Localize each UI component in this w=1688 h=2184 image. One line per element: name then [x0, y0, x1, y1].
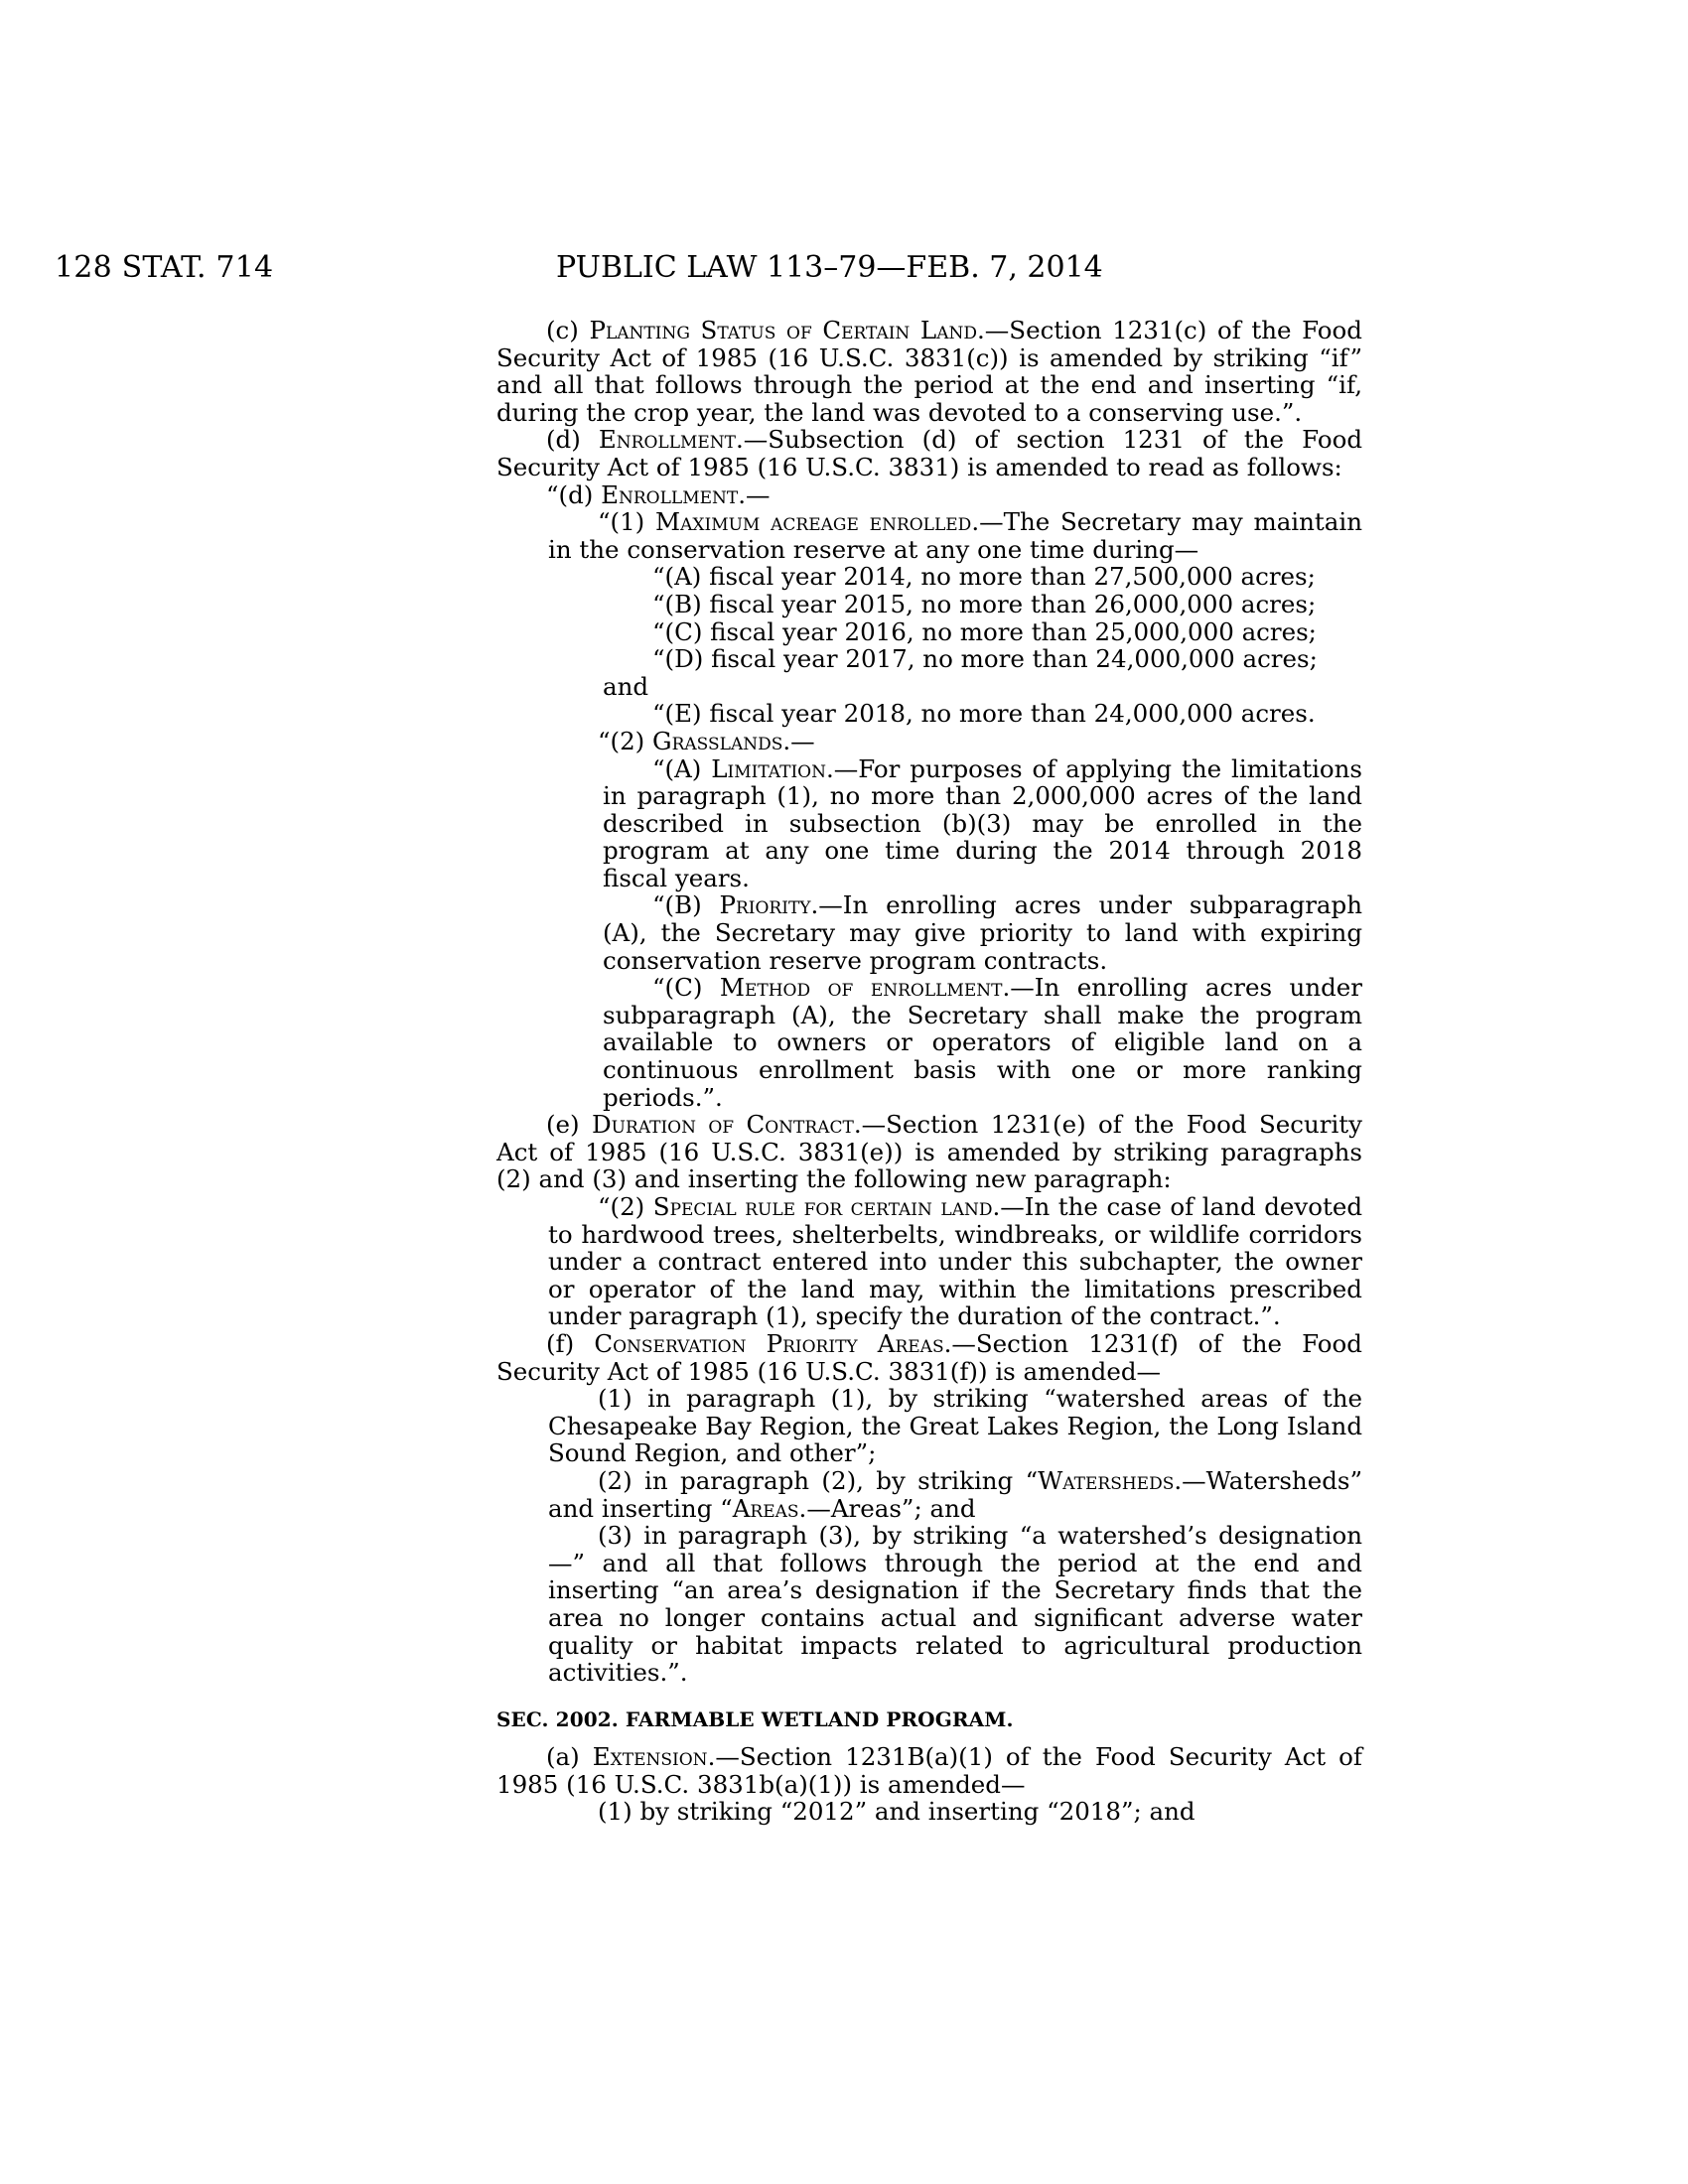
page-statute-reference: 128 STAT. 714 — [55, 250, 274, 285]
quoted-d1-maximum-acreage: “(1) Maximum acreage enrolled.—The Secretary may maintain in the conservation reserve at any one time during— — [548, 507, 1362, 564]
quoted-d2-grasslands: “(2) Grasslands.— — [598, 726, 815, 755]
section-2002-paragraph-a: (a) Extension.—Section 1231B(a)(1) of the Food Security Act of 1985 (16 U.S.C. 3831b(a)(1)) is amended— — [496, 1742, 1362, 1799]
section-2002-heading: SEC. 2002. FARMABLE WETLAND PROGRAM. — [496, 1706, 1014, 1731]
acreage-item-b: “(B) fiscal year 2015, no more than 26,000,000 acres; — [652, 589, 1317, 618]
grasslands-priority: “(B) Priority.—In enrolling acres under subparagraph (A), the Secretary may give priority to land with expiring conservation reserve program contracts. — [603, 890, 1363, 975]
heading-conservation-priority-areas: Conservation Priority Areas — [594, 1328, 944, 1358]
heading-duration-of-contract: Duration of Contract — [592, 1110, 854, 1140]
heading-extension: Extension — [592, 1742, 708, 1772]
grasslands-limitation: “(A) Limitation.—For purposes of applying the limitations in paragraph (1), no more than 2,000,000 acres of the land described in subsection (b)(3) may be enrolled in the program at any one time during the 2014 through 2018 fiscal years. — [603, 753, 1363, 892]
heading-enrollment: Enrollment — [598, 425, 737, 455]
amendment-f2: (2) in paragraph (2), by striking “Watersheds.—Watersheds” and inserting “Areas.—Areas”; and — [548, 1465, 1362, 1523]
acreage-item-c: “(C) fiscal year 2016, no more than 25,000,000 acres; — [652, 616, 1317, 646]
paragraph-c: (c) Planting Status of Certain Land.—Section 1231(c) of the Food Security Act of 1985 (16 U.S.C. 3831(c)) is amended by striking “if” and all that follows through the period at the end and inserting “if, during the crop year, the land was devoted to a conserving use.”. — [496, 316, 1362, 427]
page-running-title: PUBLIC LAW 113–79—FEB. 7, 2014 — [556, 250, 1103, 285]
acreage-item-d-continuation: and — [603, 671, 649, 701]
paragraph-e: (e) Duration of Contract.—Section 1231(e) of the Food Security Act of 1985 (16 U.S.C. 3831(e)) is amended by striking paragraphs (2) and (3) and inserting the following new paragraph: — [496, 1110, 1362, 1194]
acreage-item-a: “(A) fiscal year 2014, no more than 27,500,000 acres; — [652, 562, 1316, 592]
document-body — [496, 317, 1362, 1826]
quoted-e2-special-rule: “(2) Special rule for certain land.—In the case of land devoted to hardwood trees, shelterbelts, windbreaks, or wildlife corridors under a contract entered into under this subchapter, the owner or operator of the land may, within the limitations prescribed under paragraph (1), specify the duration of the contract.”. — [548, 1192, 1362, 1331]
amendment-f1: (1) in paragraph (1), by striking “watershed areas of the Chesapeake Bay Region, the Great Lakes Region, the Long Island Sound Region, and other”; — [548, 1384, 1362, 1468]
heading-planting-status: Planting Status of Certain Land — [589, 316, 977, 344]
quoted-d-enrollment: “(d) Enrollment.— — [546, 479, 771, 509]
paragraph-d: (d) Enrollment.—Subsection (d) of section 1231 of the Food Security Act of 1985 (16 U.S.C. 3831) is amended to read as follows: — [496, 425, 1362, 481]
grasslands-method-of-enrollment: “(C) Method of enrollment.—In enrolling acres under subparagraph (A), the Secretary shall make the program available to owners or operators of eligible land on a continuous enrollment basis with one or more ranking periods.”. — [603, 973, 1362, 1112]
paragraph-f: (f) Conservation Priority Areas.—Section 1231(f) of the Food Security Act of 1985 (16 U.S.C. 3831(f)) is amended— — [496, 1328, 1362, 1386]
acreage-item-d: “(D) fiscal year 2017, no more than 24,000,000 acres; — [652, 644, 1318, 674]
acreage-item-e: “(E) fiscal year 2018, no more than 24,000,000 acres. — [652, 699, 1316, 729]
amendment-f3: (3) in paragraph (3), by striking “a watershed’s designation—” and all that follows through the period at the end and inserting “an area’s designation if the Secretary finds that the area no longer contains actual and significant adverse water quality or habitat impacts related to agricultural production activities.”. — [548, 1521, 1362, 1688]
section-2002-amendment-a1: (1) by striking “2012” and inserting “2018”; and — [598, 1797, 1196, 1827]
